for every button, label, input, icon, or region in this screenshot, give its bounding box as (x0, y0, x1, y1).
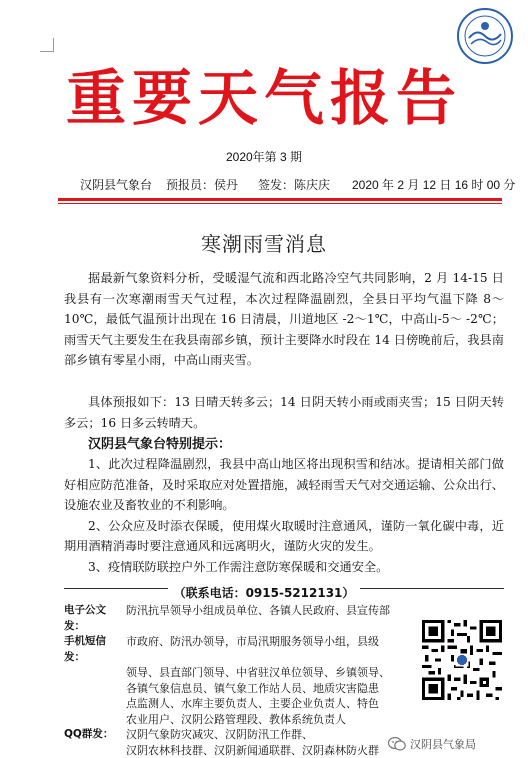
sms-recipients-line: 农业用户、汉阴公路管理段、教体系统负责人 (126, 712, 346, 726)
issue-number: 2020年第 3 期 (225, 150, 303, 164)
forecast-paragraph: 具体预报如下：13 日晴天转多云；14 日阴天转小雨或雨夹雪；15 日阴天转多云；16 日多云转晴天。 (64, 395, 504, 430)
distribution-list (64, 603, 424, 758)
distribution-email (64, 603, 424, 634)
special-notice-title: 汉阴县气象台特别提示： (88, 437, 232, 452)
sms-recipients-line: 领导、县直部门领导、中省驻汉单位领导、乡镇领导、 (126, 666, 390, 679)
sms-recipients-line: 点监测人、水库主要负责人、主要企业负责人、特色 (126, 697, 379, 710)
tip-item: 1、此次过程降温剧烈，我县中高山地区将出现积雪和结冰。提请相关部门做好相应防范准备，及时采取应对处置措施，减轻雨雪天气对交通运输、公众出行、设施农业及畜牧业的不利影响。 (64, 457, 504, 512)
contact-phone (0, 584, 528, 601)
analysis-paragraph: 据最新气象资料分析，受暖湿气流和西北路冷空气共同影响，2 月 14-15 日我县有一次寒潮雨雪天气过程，本次过程降温剧烈，全县日平均气温下降 8～10℃，最低气温预计出现在 16 日清晨，川道地区 -2～1℃，中高山-5～ -2℃；雨雪天气主要发生在我县南部乡镇，预计主要降水时段在 14 日傍晚前后，我县南部乡镇有零星小雨，中高山雨夹雪。 (64, 271, 504, 367)
report-meta (80, 176, 520, 194)
header-divider (58, 198, 502, 201)
header-divider-thin (58, 203, 502, 204)
tip-item: 3、疫情联防联控户外工作需注意防寒保暖和交通安全。 (88, 559, 389, 574)
qr-code-icon[interactable] (422, 620, 502, 700)
signer: 签发：陈庆庆 (258, 178, 331, 192)
tips-list (64, 454, 504, 577)
sms-recipients-line: 市政府、防汛办领导，市局汛期服务领导小组，县级 (126, 635, 379, 648)
report-title: 重要天气报告 (66, 64, 462, 134)
meteorology-logo-icon (455, 6, 515, 66)
wechat-channel-icon (388, 737, 406, 751)
watermark-text: 汉阴县气象局 (410, 738, 476, 751)
issue-datetime: 2020 年 2 月 12 日 16 时 00 分 (352, 178, 516, 192)
qq-groups-line: 汉阴气象防灾减灾、汉阴防汛工作群、 (126, 728, 313, 741)
sms-recipients-line: 各镇气象信息员、镇气象工作站人员、地质灾害隐患 (126, 681, 379, 695)
forecaster: 预报员：侯丹 (166, 178, 239, 192)
tip-item: 2、公众应及时添衣保暖，使用煤火取暖时注意通风，谨防一氧化碳中毒，近期用酒精消毒时要注意通风和远离明火，谨防火灾的发生。 (64, 518, 504, 553)
report-headline: 寒潮雨雪消息 (201, 232, 327, 256)
qq-groups-line: 汉阴农林科技群、汉阴新闻通联群、汉阴森林防火群 (126, 743, 379, 757)
contact-phone-text: （联系电话：0915-5212131） (168, 586, 361, 600)
issuing-org: 汉阴县气象台 (80, 178, 153, 192)
email-label: 电子公文发： (64, 604, 106, 632)
qq-label: QQ群发： (64, 728, 114, 740)
crop-mark (40, 38, 54, 52)
distribution-sms (64, 634, 424, 665)
sms-label: 手机短信发： (64, 635, 106, 663)
wechat-watermark (388, 735, 476, 753)
distribution-qq (64, 727, 424, 743)
email-recipients: 防汛抗旱领导小组成员单位、各镇人民政府、县宣传部 (126, 604, 390, 617)
